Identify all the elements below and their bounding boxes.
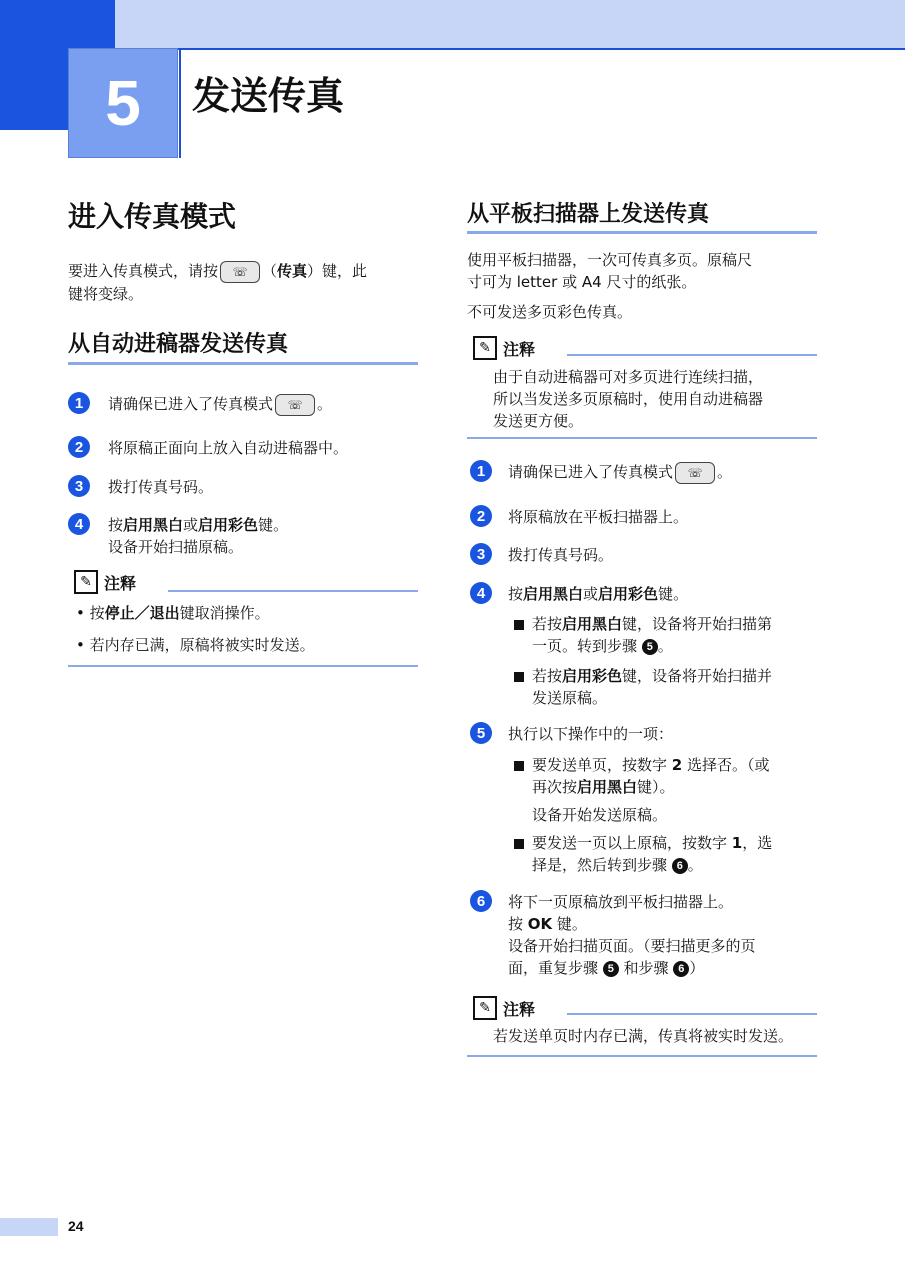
- right-step-6-text: 将下一页原稿放到平板扫描器上。 按 OK 键。 设备开始扫描页面。（要扫描更多的页 面，重复步骤 5 和步骤 6 ）: [508, 893, 756, 977]
- note2-header: [473, 996, 535, 1020]
- step-text-end: 。: [317, 395, 333, 413]
- fax-key-icon: ☏: [220, 261, 260, 283]
- step-text: 请确保已进入了传真模式: [108, 395, 274, 413]
- right-step-1: [470, 460, 492, 482]
- intro-key-paren: （: [262, 262, 278, 280]
- step-number: 2: [68, 436, 90, 458]
- intro-key-bold: 传真: [277, 262, 308, 280]
- step-text-line2: 设备开始扫描原稿。: [108, 538, 244, 556]
- step-number: 1: [68, 392, 90, 414]
- square-bullet-icon: [514, 839, 524, 849]
- step-number: 5: [470, 722, 492, 744]
- note-rule-bottom: [68, 665, 418, 667]
- step-number: 3: [470, 543, 492, 565]
- right-step-3: [470, 543, 492, 565]
- step-number: 6: [470, 890, 492, 912]
- chapter-title: 发送传真: [192, 74, 345, 118]
- left-step-2-text: 将原稿正面向上放入自动进稿器中。: [108, 439, 349, 457]
- step-number: 4: [68, 513, 90, 535]
- right-step-2: [470, 505, 492, 527]
- left-step-1-text: [108, 393, 332, 416]
- footer-bar: [0, 1218, 58, 1236]
- step-text: 键。: [258, 516, 289, 534]
- square-bullet-icon: [514, 761, 524, 771]
- note1-text: 由于自动进稿器可对多页进行连续扫描， 所以当发送多页原稿时，使用自动进稿器 发送更方便。: [493, 368, 764, 430]
- right-step-1-text: 请确保已进入了传真模式 ☏ 。: [508, 461, 732, 484]
- left-step-1: [68, 392, 90, 414]
- step-number: 4: [470, 582, 492, 604]
- right-step-3-text: 拨打传真号码。: [508, 546, 614, 564]
- right-step-2-text: 将原稿放在平板扫描器上。: [508, 508, 689, 526]
- page-number: 24: [68, 1218, 84, 1234]
- section-title-fax-mode: 进入传真模式: [68, 200, 237, 233]
- key-color-start: 启用彩色: [198, 516, 259, 534]
- chapter-number: 5: [68, 48, 178, 158]
- step-text: 按: [108, 516, 124, 534]
- note1-rule-top: [567, 354, 817, 356]
- step-ref-icon: 5: [603, 961, 619, 977]
- left-step-4-text: [108, 514, 288, 558]
- step5-bullet-1: 要发送单页，按数字 2 选择否。（或 再次按启用黑白键）。 设备开始发送原稿。: [514, 754, 819, 826]
- right-step-5-text: 执行以下操作中的一项：: [508, 725, 674, 743]
- note1-header: [473, 336, 535, 360]
- note-pencil-icon: ✎: [74, 570, 98, 594]
- left-step-4: [68, 513, 90, 535]
- note1-rule-bottom: [467, 437, 817, 439]
- intro-line: 使用平板扫描器，一次可传真多页。原稿尺: [467, 251, 753, 269]
- square-bullet-icon: [514, 672, 524, 682]
- note2-text: 若发送单页时内存已满，传真将被实时发送。: [493, 1027, 794, 1045]
- note-title: 注释: [503, 339, 536, 359]
- intro-line: 寸可为 letter 或 A4 尺寸的纸张。: [467, 273, 697, 291]
- header-band-light: [115, 0, 905, 50]
- step4-bullet-2: 若按启用彩色键，设备将开始扫描并 发送原稿。: [514, 665, 819, 709]
- fax-key-icon: ☏: [675, 462, 715, 484]
- intro-line: 不可发送多页彩色传真。: [467, 303, 633, 321]
- note-title: 注释: [503, 999, 536, 1019]
- step-number: 3: [68, 475, 90, 497]
- square-bullet-icon: [514, 620, 524, 630]
- left-step-3-text: 拨打传真号码。: [108, 478, 214, 496]
- intro-text: 要进入传真模式，请按: [68, 262, 219, 280]
- right-step-4: [470, 582, 492, 604]
- step-number: 1: [470, 460, 492, 482]
- step-ref-icon: 6: [673, 961, 689, 977]
- step-text: 请确保已进入了传真模式: [508, 463, 674, 481]
- step-ref-icon: 5: [642, 639, 658, 655]
- chapter-divider: [179, 48, 181, 158]
- note-pencil-icon: ✎: [473, 996, 497, 1020]
- right-step-5: [470, 722, 492, 744]
- intro-text-post: ）键，此: [307, 262, 368, 280]
- note-header: [74, 570, 136, 594]
- note2-rule-bottom: [467, 1055, 817, 1057]
- left-step-2: [68, 436, 90, 458]
- note-pencil-icon: ✎: [473, 336, 497, 360]
- note-item: • 按停止／退出键取消操作。: [76, 604, 270, 622]
- subsection-title-adf: 从自动进稿器发送传真: [68, 332, 289, 357]
- section-title-flatbed: 从平板扫描器上发送传真: [467, 202, 710, 227]
- right-step-4-text: 按启用黑白或启用彩色键。: [508, 585, 689, 603]
- flatbed-intro: [467, 249, 817, 323]
- step5-bullet-2: 要发送一页以上原稿，按数字 1，选 择是，然后转到步骤 6 。: [514, 832, 819, 876]
- step4-bullet-1: 若按启用黑白键，设备将开始扫描第 一页。转到步骤 5 。: [514, 613, 819, 657]
- step-ref-icon: 6: [672, 858, 688, 874]
- note-list: [76, 602, 421, 656]
- fax-key-icon: ☏: [275, 394, 315, 416]
- note-rule-top: [168, 590, 418, 592]
- note-item: • 若内存已满，原稿将被实时发送。: [76, 636, 315, 654]
- left-step-3: [68, 475, 90, 497]
- step-text: 或: [183, 516, 199, 534]
- intro-text-line2: 键将变绿。: [68, 284, 144, 303]
- intro-paragraph: [68, 260, 413, 305]
- section-rule: [467, 231, 817, 234]
- right-step-6: [470, 890, 492, 912]
- note-title: 注释: [104, 573, 137, 593]
- step-number: 2: [470, 505, 492, 527]
- subsection-rule: [68, 362, 418, 365]
- note2-rule-top: [567, 1013, 817, 1015]
- key-mono-start: 启用黑白: [123, 516, 184, 534]
